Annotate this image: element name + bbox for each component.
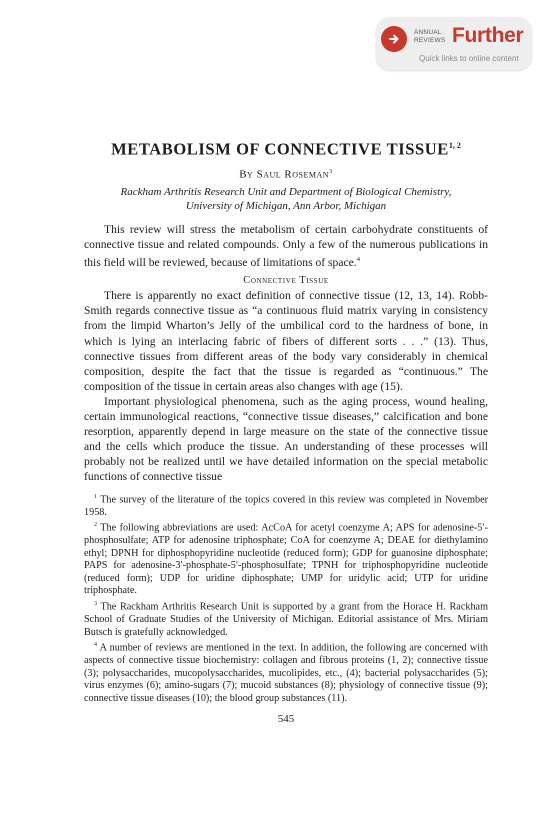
further-label: Further — [452, 24, 524, 47]
intro-paragraph: This review will stress the metabolism of certain carbohydrate constituents of connective tissue and related compounds. Only a few of the numerous publications in this field will be reviewed, because of limitations of space.$^4$ — [84, 223, 488, 270]
author-name: Saul Roseman — [256, 168, 330, 181]
footnote: $^4$ A number of reviews are mentioned in the text. In addition, the following are concerned with aspects of connective tissue biochemistry: collagen and fibrous proteins (1, 2); connective tissue (3); polysaccharides, mucopolysaccharides, mucolipides, etc., (4); bacterial polysaccharides (5); virus enzymes (6); amino-sugars (7); mucoid substances (8); physiology of connective tissue (9); connective tissue diseases (10); the blood group substances (11). — [84, 642, 488, 704]
arrow-right-circle-icon — [381, 26, 407, 52]
footnote: $^3$ The Rackham Arthritis Research Unit is supported by a grant from the Horace H. Rackham School of Graduate Studies of the University of Michigan. Editorial assistance of Mrs. Miriam Butsch is gratefully acknowledged. — [84, 601, 488, 638]
annual-reviews-logo-text: ANNUAL REVIEWS — [414, 29, 446, 44]
article-title: METABOLISM OF CONNECTIVE TISSUE$^{1, 2}$ — [111, 139, 461, 159]
footnote: $^2$ The following abbreviations are used: AcCoA for acetyl coenzyme A; APS for adenosine-5′-phosphosulfate; ATP for adenosine triphosphate; CoA for coenzyme A; DEAE for diethylamino ethyl; DPNH for diphosphopyridine nucleotide (reduced form); GDP for guanosine diphosphate; PAPS for adenosine-3′-phosphate-5′-phosphosulfate; TPNH for triphosphopyridine nucleotide (reduced form); UDP for uridine diphosphate; UMP for uridylic acid; UTP for uridine triphosphate. — [84, 522, 488, 597]
title-footnote-marks: 1, 2 — [448, 141, 461, 150]
footnote: $^1$ The survey of the literature of the topics covered in this review was completed in November 1958. — [84, 493, 488, 518]
page-number: 545 — [277, 712, 295, 725]
footnotes — [84, 491, 488, 706]
body-paragraph: There is apparently no exact definition of connective tissue (12, 13, 14). Robb-Smith regards connective tissue as “a continuous fluid matrix varying in consistency from the limpid Wharton’s Jelly of the umbilical cord to the hardness of bone, in which is lying an interlacing fabric of fibers of different sorts . . .” (13). Thus, connective tissues from different areas of the body vary considerably in chemical composition, despite the fact that the tissue is regarded as “continuous.” The composition of the tissue in certain areas also changes with age (15). — [84, 289, 488, 393]
article-body — [84, 222, 488, 484]
article-page — [84, 136, 488, 725]
badge-subtitle: Quick links to online content — [419, 54, 519, 63]
annual-reviews-further-badge[interactable] — [376, 17, 532, 70]
author-line: By Saul Roseman$^3$ — [239, 167, 333, 181]
section-heading: Connective Tissue — [243, 275, 329, 287]
body-paragraph: Important physiological phenomena, such as the aging process, wound healing, certain immunological reactions, “connective tissue diseases,” calcification and bone resorption, apparently depend in large measure on the state of the connective tissue and the cells which produce the tissue. An understanding of these processes will probably not be realized until we have detailed information on the special metabolic functions of connective tissue — [84, 394, 488, 484]
affiliation: Rackham Arthritis Research Unit and Department of Biological Chemistry, University of Michigan, Ann Arbor, Michigan — [120, 186, 452, 213]
